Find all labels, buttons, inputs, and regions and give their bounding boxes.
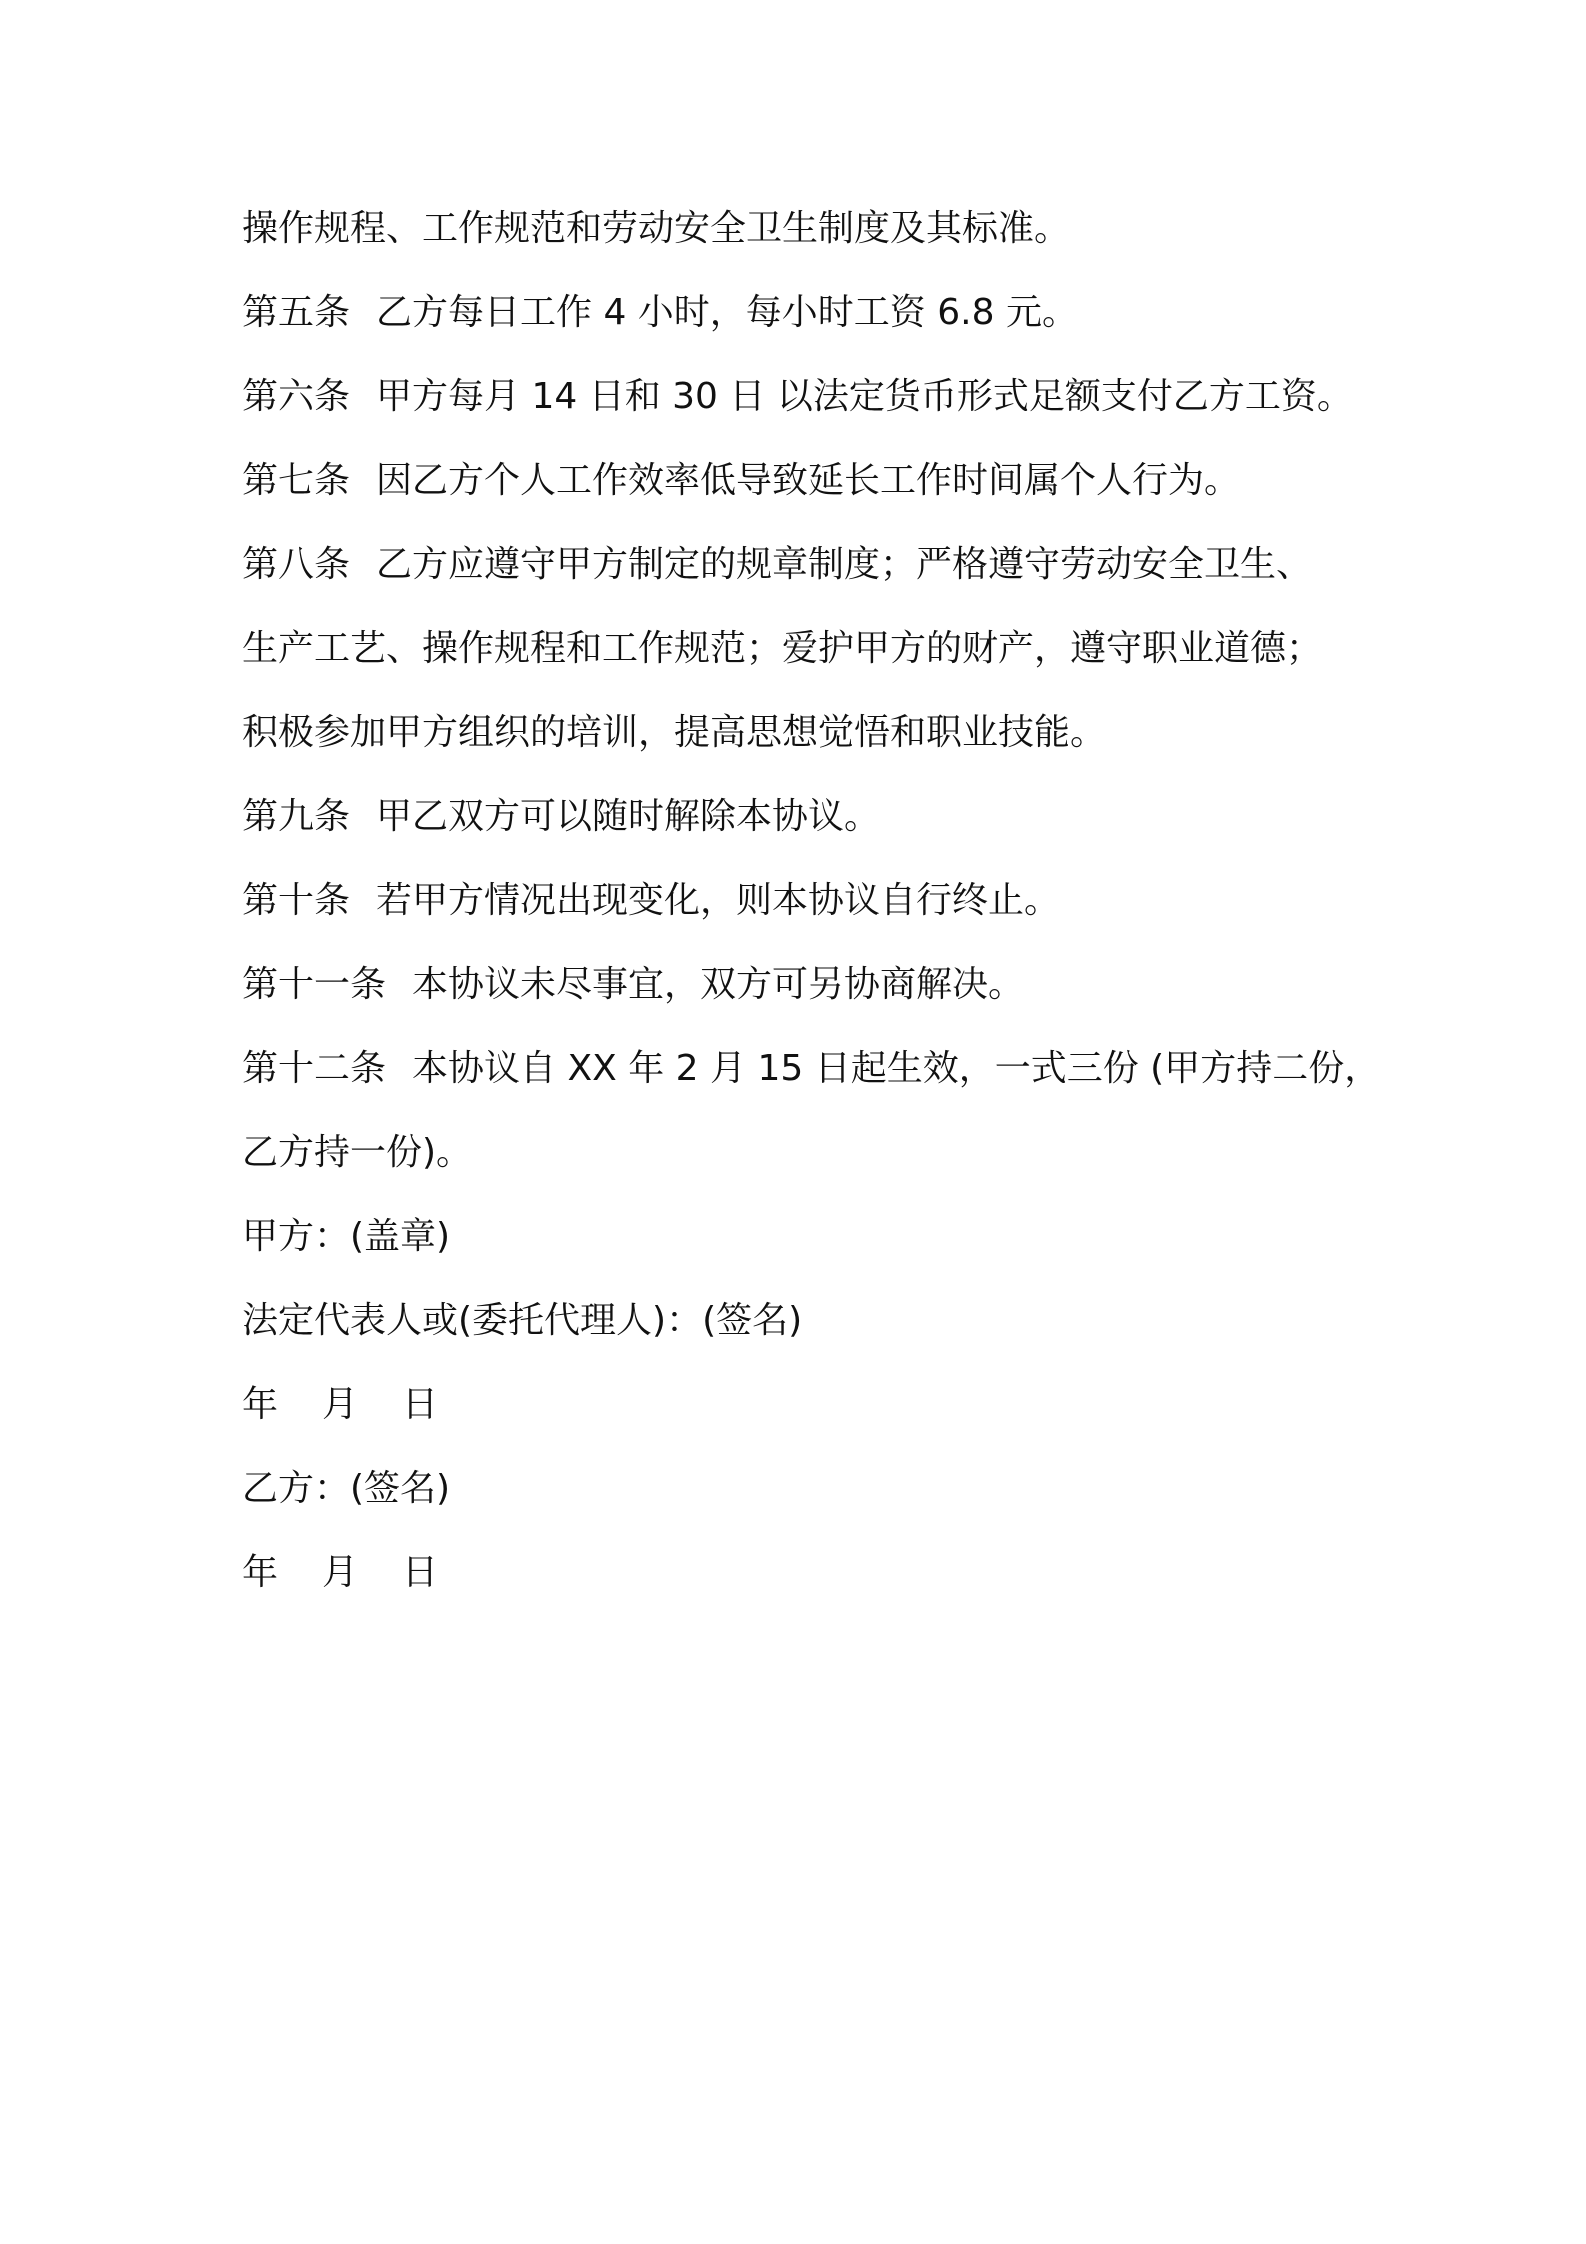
article-8-continuation	[242, 618, 1422, 702]
article-number: 第十二条	[242, 1048, 387, 1089]
article-10	[242, 870, 1422, 954]
article-number: 第五条	[242, 292, 351, 333]
article-text: 乙方应遵守甲方制定的规章制度；严格遵守劳动安全卫生、	[376, 544, 1313, 585]
legal-representative-signature	[242, 1290, 1422, 1374]
article-text: 甲乙双方可以随时解除本协议。	[376, 796, 881, 837]
signature-label: 法定代表人或(委托代理人)：(签名)	[242, 1300, 803, 1341]
agreement-text	[242, 198, 1422, 1626]
date-year-label: 年	[242, 1552, 279, 1593]
date-day-label: 日	[402, 1552, 439, 1593]
article-number: 第九条	[242, 796, 351, 837]
party-a-seal	[242, 1206, 1422, 1290]
date-month-label: 月	[322, 1384, 359, 1425]
date-day-label: 日	[402, 1384, 439, 1425]
article-9	[242, 786, 1422, 870]
article-text: 因乙方个人工作效率低导致延长工作时间属个人行为。	[376, 460, 1241, 501]
party-a-date	[242, 1374, 1422, 1458]
article-7	[242, 450, 1422, 534]
date-year-label: 年	[242, 1384, 279, 1425]
article-8-continuation	[242, 702, 1422, 786]
standards-clause-continuation: 操作规程、工作规范和劳动安全卫生制度及其标准。	[242, 208, 1071, 249]
signature-label: 乙方：(签名)	[242, 1468, 451, 1509]
article-11	[242, 954, 1422, 1038]
article-text: 本协议自 XX 年 2 月 15 日起生效，一式三份 (甲方持二份，	[412, 1048, 1381, 1089]
article-6	[242, 366, 1422, 450]
article-8	[242, 534, 1422, 618]
party-b-date	[242, 1542, 1422, 1626]
article-number: 第八条	[242, 544, 351, 585]
article-number: 第十条	[242, 880, 351, 921]
article-text: 乙方每日工作 4 小时，每小时工资 6.8 元。	[376, 292, 1078, 333]
signature-label: 甲方：(盖章)	[242, 1216, 451, 1257]
party-b-signature	[242, 1458, 1422, 1542]
article-12	[242, 1038, 1422, 1122]
article-12-continuation	[242, 1122, 1422, 1206]
article-number: 第七条	[242, 460, 351, 501]
article-text: 积极参加甲方组织的培训，提高思想觉悟和职业技能。	[242, 712, 1107, 753]
article-text: 甲方每月 14 日和 30 日 以法定货币形式足额支付乙方工资。	[376, 376, 1353, 417]
article-number: 第十一条	[242, 964, 387, 1005]
article-number: 第六条	[242, 376, 351, 417]
article-text: 若甲方情况出现变化，则本协议自行终止。	[376, 880, 1061, 921]
text-line	[242, 198, 1422, 282]
date-month-label: 月	[322, 1552, 359, 1593]
article-text: 本协议未尽事宜，双方可另协商解决。	[412, 964, 1025, 1005]
article-text: 生产工艺、操作规程和工作规范；爱护甲方的财产，遵守职业道德；	[242, 628, 1323, 669]
article-text: 乙方持一份)。	[242, 1132, 473, 1173]
article-5	[242, 282, 1422, 366]
